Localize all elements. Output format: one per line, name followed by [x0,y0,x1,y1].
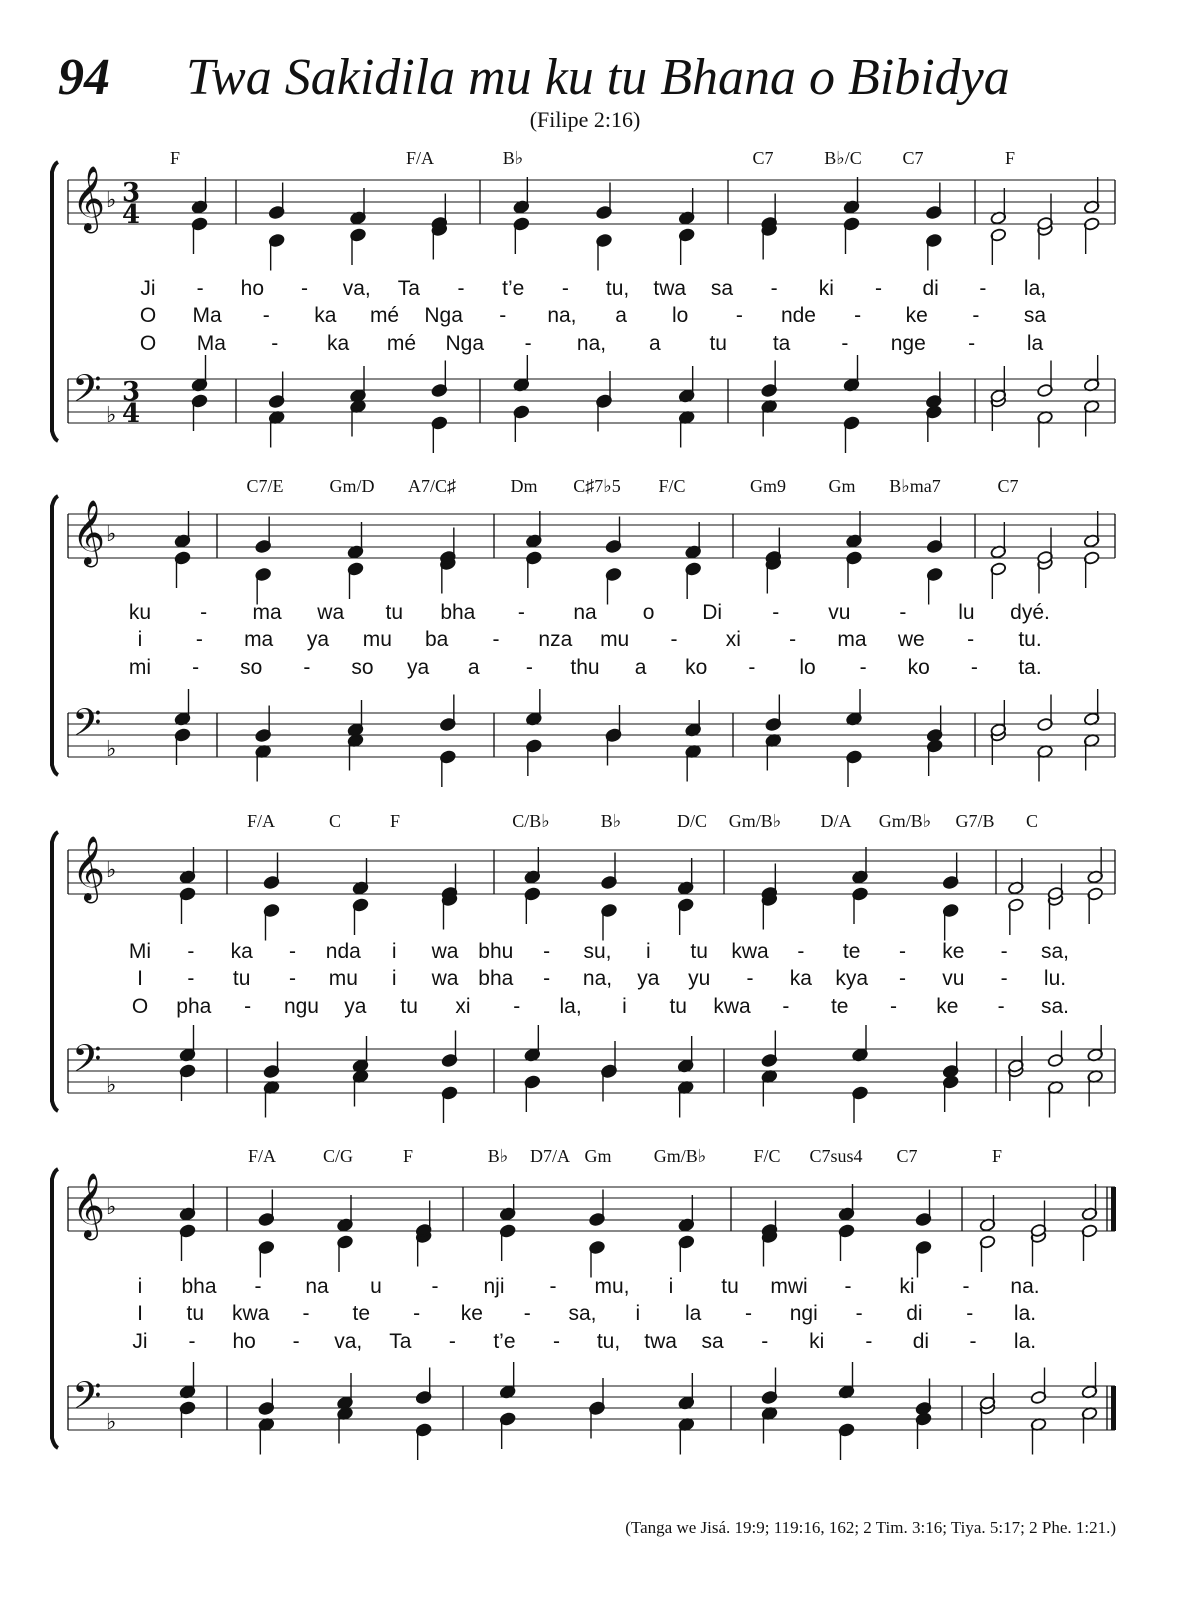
lyric-hyphen: - [997,995,1005,1018]
lyric-hyphen: - [899,601,907,624]
chord-symbol: C [1025,811,1039,831]
chord-symbol: F/C [658,476,686,496]
lyric-syllable: ke [905,304,928,327]
system-bracket [52,832,58,1111]
lyric-syllable: t’e [502,277,525,300]
lyric-hyphen: - [543,940,551,963]
lyric-syllable: ta. [1018,656,1042,679]
flat-icon: ♭ [106,1410,117,1435]
system-bracket [52,162,58,441]
lyric-syllable: Ma [196,332,226,355]
chord-symbol: B♭ [600,811,622,831]
lyric-hyphen: - [413,1302,421,1325]
lyric-hyphen: - [561,277,569,300]
lyric-hyphen: - [431,1275,439,1298]
flat-icon: ♭ [106,1073,117,1098]
treble-staff [68,500,1115,567]
lyric-syllable: ka [230,940,253,963]
lyric-syllable: tu [669,995,687,1018]
lyric-hyphen: - [972,304,980,327]
lyric-syllable: lu [958,601,975,624]
lyric-syllable: ke [936,995,959,1018]
lyric-hyphen: - [492,628,500,651]
lyric-syllable: O [139,304,157,327]
lyric-hyphen: - [289,940,296,963]
chord-symbol: F [991,1146,1003,1166]
lyric-syllable: la [1026,332,1044,355]
lyric-syllable: tu [400,995,418,1018]
flat-icon: ♭ [106,188,117,213]
lyric-syllable: ngi [789,1302,818,1325]
lyric-syllable: nza [538,628,573,651]
chord-symbol: B♭/C [824,148,862,168]
lyric-syllable: bha [440,601,476,624]
lyric-syllable: la. [1013,1330,1037,1353]
lyric-syllable: tu. [1018,628,1042,651]
treble-staff [68,166,1115,233]
system-bracket [52,496,58,775]
lyric-hyphen: - [772,601,780,624]
lyric-syllable: ya [344,995,367,1018]
bible-references: (Tanga we Jisá. 19:9; 119:16, 162; 2 Tim. 3:16; Tiya. 5:17; 2 Phe. 1:21.) [625,1518,1116,1537]
lyric-syllable: ke [460,1302,483,1325]
lyric-syllable: ya [407,656,430,679]
flat-icon: ♭ [106,1195,117,1220]
lyric-syllable: ko [685,656,708,679]
lyric-hyphen: - [844,1275,852,1298]
lyric-syllable: thu [570,656,600,679]
lyric-syllable: vu [942,967,965,990]
chord-symbol: Dm [510,476,538,496]
lyric-syllable: va, [334,1330,363,1353]
lyric-syllable: ngu [283,995,319,1018]
chord-symbol: F/A [247,1146,277,1166]
final-barline [1111,1187,1116,1231]
lyric-syllable: Di [702,601,723,624]
lyric-hyphen: - [187,967,195,990]
lyric-syllable: ho [232,1330,256,1353]
lyric-hyphen: - [195,628,203,651]
lyric-syllable: ku [128,601,152,624]
lyric-syllable: la, [559,995,582,1018]
lyric-syllable: ki [899,1275,915,1298]
lyric-syllable: i [137,628,143,651]
chord-symbol: B♭ [487,1146,509,1166]
lyric-syllable: kwa [231,1302,270,1325]
lyric-hyphen: - [782,995,790,1018]
chord-symbol: F [169,148,181,168]
lyric-syllable: tu [690,940,708,963]
lyric-hyphen: - [303,656,311,679]
lyric-hyphen: - [192,656,200,679]
lyric-syllable: ka [314,304,337,327]
chord-symbol: D/C [676,811,708,831]
time-signature-top: 3 [122,178,141,208]
lyric-syllable: wa [317,601,345,624]
lyric-syllable: twa [653,277,687,300]
lyric-hyphen: - [188,1330,196,1353]
lyric-hyphen: - [855,1302,863,1325]
lyric-syllable: va, [342,277,371,300]
lyric-syllable: ki [818,277,834,300]
lyric-syllable: so [240,656,263,679]
lyric-syllable: mwi [770,1275,808,1298]
lyric-hyphen: - [499,304,507,327]
lyric-hyphen: - [670,628,678,651]
lyric-syllable: yu [688,967,711,990]
lyric-hyphen: - [899,940,906,963]
lyric-hyphen: - [735,304,743,327]
lyric-syllable: nge [890,332,926,355]
lyric-syllable: sa [1023,304,1047,327]
lyric-syllable: wa [431,940,459,963]
chord-symbol: C/B♭ [512,811,550,831]
lyric-syllable: sa, [1040,940,1070,963]
bass-clef-icon: 𝄢 [72,366,102,420]
lyric-syllable: a [615,304,627,327]
lyric-hyphen: - [302,1302,310,1325]
lyric-syllable: ma [252,601,282,624]
lyric-hyphen: - [761,1330,769,1353]
bass-clef-icon: 𝄢 [72,700,102,754]
lyric-syllable: so [351,656,374,679]
lyric-hyphen: - [448,1330,456,1353]
chord-symbol: F/A [405,148,435,168]
lyric-hyphen: - [196,277,204,300]
lyric-syllable: nji [483,1275,505,1298]
lyric-syllable: vu [828,601,851,624]
lyric-hyphen: - [770,277,778,300]
chord-symbol: C/G [322,1146,354,1166]
lyric-syllable: I [137,1302,143,1325]
chord-symbol: F [389,811,401,831]
lyric-syllable: ho [240,277,265,300]
lyric-syllable: Ma [192,304,222,327]
lyric-syllable: Ji [140,277,156,300]
treble-clef-icon: 𝄞 [72,166,106,231]
treble-clef-icon: 𝄞 [72,500,106,565]
hymn-title: Twa Sakidila mu ku tu Bhana o Bibidya [186,49,1010,106]
lyric-syllable: t’e [493,1330,516,1353]
chord-symbol: Gm/B♭ [653,1146,707,1166]
lyric-syllable: lo [799,656,816,679]
lyric-syllable: na, [576,332,607,355]
lyric-syllable: mu, [594,1275,630,1298]
lyric-syllable: kwa [731,940,769,963]
lyric-syllable: la [684,1302,702,1325]
bass-staff [68,366,1115,429]
system-bracket [52,1169,58,1448]
lyric-hyphen: - [513,995,521,1018]
chord-symbol: Gm/D [329,476,375,496]
lyric-hyphen: - [517,601,525,624]
lyric-hyphen: - [262,304,270,327]
lyric-syllable: tu [385,601,404,624]
lyric-hyphen: - [254,1275,262,1298]
final-barline [1111,1386,1116,1430]
lyric-syllable: a [634,656,647,679]
chord-symbol: A7/C♯ [407,476,457,496]
lyric-syllable: tu, [605,277,630,300]
chord-symbol: Gm/B♭ [878,811,932,831]
lyric-syllable: i [391,967,397,990]
lyric-syllable: ma [244,628,274,651]
lyric-hyphen: - [748,656,756,679]
chord-symbol: F [1004,148,1016,168]
lyric-syllable: O [139,332,157,355]
lyric-hyphen: - [744,1302,752,1325]
lyric-hyphen: - [797,940,805,963]
lyric-syllable: Nga [424,304,463,327]
chord-symbol: D7/A [530,1146,570,1166]
chord-symbol: B♭ma7 [889,476,941,496]
chord-symbol: Gm/B♭ [728,811,782,831]
lyric-hyphen: - [271,332,279,355]
lyric-syllable: a [649,332,661,355]
lyric-hyphen: - [789,628,797,651]
treble-staff [68,1173,1116,1240]
hymn-number: 94 [58,49,110,106]
lyric-syllable: i [137,1275,143,1298]
lyric-syllable: mu [600,628,630,651]
lyric-syllable: kya [835,967,869,990]
lyric-syllable: bha [478,967,514,990]
lyric-syllable: I [137,967,143,990]
treble-clef-icon: 𝄞 [72,836,106,901]
chord-symbol: C7 [896,1146,918,1166]
lyric-syllable: ya [637,967,660,990]
lyric-hyphen: - [244,995,252,1018]
flat-icon: ♭ [106,403,117,428]
chord-symbol: F/A [246,811,276,831]
chord-symbol: B♭ [502,148,524,168]
lyric-syllable: ya [306,628,330,651]
lyric-syllable: te [830,995,849,1018]
lyric-syllable: a [467,656,480,679]
lyric-syllable: ki [809,1330,825,1353]
bass-staff [68,700,1115,762]
lyric-syllable: twa [644,1330,677,1353]
lyric-syllable: i [645,940,651,963]
lyric-hyphen: - [979,277,987,300]
lyric-hyphen: - [865,1330,873,1353]
lyric-hyphen: - [968,332,976,355]
lyric-syllable: O [131,995,149,1018]
chord-symbol: C7 [752,148,774,168]
lyric-syllable: dyé. [1010,601,1050,624]
lyric-hyphen: - [746,967,754,990]
lyric-syllable: pha [176,995,212,1018]
lyric-syllable: sa [701,1330,724,1353]
treble-staff [68,836,1115,903]
lyric-syllable: mé [386,332,417,355]
lyric-syllable: u [370,1275,382,1298]
lyric-hyphen: - [549,1275,557,1298]
lyric-syllable: xi [725,628,741,651]
bass-staff [68,1373,1116,1435]
flat-icon: ♭ [106,522,117,547]
lyric-syllable: su, [583,940,612,963]
lyric-syllable: tu [186,1302,205,1325]
lyric-syllable: Ta [389,1330,412,1353]
lyric-syllable: o [642,601,655,624]
time-signature-top: 3 [122,377,141,407]
lyric-syllable: na [573,601,597,624]
lyric-syllable: di [912,1330,930,1353]
lyric-syllable: i [635,1302,641,1325]
lyric-syllable: we [897,628,925,651]
lyric-syllable: mé [369,304,400,327]
lyric-syllable: tu [721,1275,739,1298]
lyric-hyphen: - [962,1275,970,1298]
lyric-syllable: sa, [568,1302,597,1325]
lyric-hyphen: - [289,967,296,990]
lyric-hyphen: - [543,967,551,990]
bass-clef-icon: 𝄢 [72,1036,102,1090]
lyric-hyphen: - [1000,967,1008,990]
chord-symbol: C [328,811,342,831]
lyric-syllable: xi [455,995,471,1018]
lyric-syllable: lo [672,304,689,327]
chord-symbol: C7 [997,476,1019,496]
lyric-hyphen: - [200,601,208,624]
lyric-syllable: la, [1023,277,1047,300]
lyric-syllable: bhu [478,940,514,963]
lyric-syllable: mi [128,656,152,679]
lyric-syllable: ka [326,332,350,355]
chord-symbol: C7 [902,148,924,168]
lyric-syllable: nda [325,940,361,963]
lyric-syllable: Ta [397,277,420,300]
bass-staff [68,1036,1115,1098]
chord-symbol: Gm [828,476,856,496]
lyric-syllable: mu [362,628,392,651]
time-signature-bottom: 4 [122,399,141,429]
lyric-syllable: ba [424,628,449,651]
lyric-syllable: nde [780,304,816,327]
system-3 [52,811,1115,1123]
lyric-hyphen: - [890,995,898,1018]
lyric-hyphen: - [1000,940,1008,963]
time-signature-bottom: 4 [122,200,141,230]
lyric-syllable: i [622,995,627,1018]
chord-symbol: F [402,1146,414,1166]
lyric-hyphen: - [523,1302,531,1325]
lyric-syllable: Ji [132,1330,148,1353]
lyric-syllable: la. [1013,1302,1037,1325]
lyric-syllable: lu. [1043,967,1067,990]
lyric-hyphen: - [301,277,309,300]
lyric-hyphen: - [899,967,906,990]
system-2 [52,476,1115,787]
lyric-hyphen: - [969,1330,977,1353]
lyric-hyphen: - [859,656,867,679]
chord-symbol: C7/E [246,476,284,496]
lyric-hyphen: - [967,628,975,651]
lyric-syllable: ke [942,940,965,963]
lyric-syllable: wa [431,967,459,990]
flat-icon: ♭ [106,737,117,762]
scripture-reference: (Filipe 2:16) [529,107,641,132]
system-4 [52,1146,1116,1460]
lyric-hyphen: - [552,1330,560,1353]
lyric-syllable: Mi [128,940,152,963]
lyric-syllable: na, [582,967,613,990]
chord-symbol: C7sus4 [809,1146,863,1166]
lyric-hyphen: - [525,656,533,679]
bass-clef-icon: 𝄢 [72,1373,102,1427]
lyric-syllable: sa [710,277,734,300]
chord-symbol: F/C [753,1146,781,1166]
lyric-hyphen: - [292,1330,300,1353]
lyric-syllable: di [906,1302,923,1325]
lyric-syllable: na [305,1275,329,1298]
lyric-syllable: bha [181,1275,217,1298]
lyric-syllable: i [391,940,397,963]
lyric-syllable: te [352,1302,371,1325]
lyric-syllable: na. [1010,1275,1040,1298]
lyric-syllable: ma [837,628,867,651]
lyric-syllable: tu [232,967,251,990]
lyric-hyphen: - [841,332,849,355]
lyric-hyphen: - [970,656,978,679]
lyric-syllable: Nga [445,332,485,355]
lyric-syllable: kwa [713,995,751,1018]
chord-symbol: Gm9 [750,476,786,496]
lyric-syllable: te [842,940,861,963]
lyric-syllable: i [668,1275,674,1298]
system-1 [52,148,1115,453]
lyric-hyphen: - [966,1302,974,1325]
chord-symbol: Gm [584,1146,612,1166]
treble-clef-icon: 𝄞 [72,1173,106,1238]
lyric-syllable: ta [772,332,791,355]
lyric-syllable: sa. [1040,995,1070,1018]
lyric-hyphen: - [524,332,532,355]
lyric-syllable: tu, [596,1330,621,1353]
lyric-syllable: tu [709,332,727,355]
chord-symbol: C♯7♭5 [573,476,621,496]
lyric-syllable: mu [328,967,358,990]
chord-symbol: G7/B [955,811,995,831]
lyric-syllable: ka [789,967,812,990]
flat-icon: ♭ [106,858,117,883]
lyric-hyphen: - [854,304,862,327]
chord-symbol: D/A [820,811,852,831]
lyric-hyphen: - [187,940,195,963]
lyric-hyphen: - [874,277,882,300]
lyric-syllable: di [922,277,939,300]
lyric-syllable: na, [547,304,577,327]
lyric-hyphen: - [457,277,465,300]
lyric-syllable: ko [907,656,930,679]
